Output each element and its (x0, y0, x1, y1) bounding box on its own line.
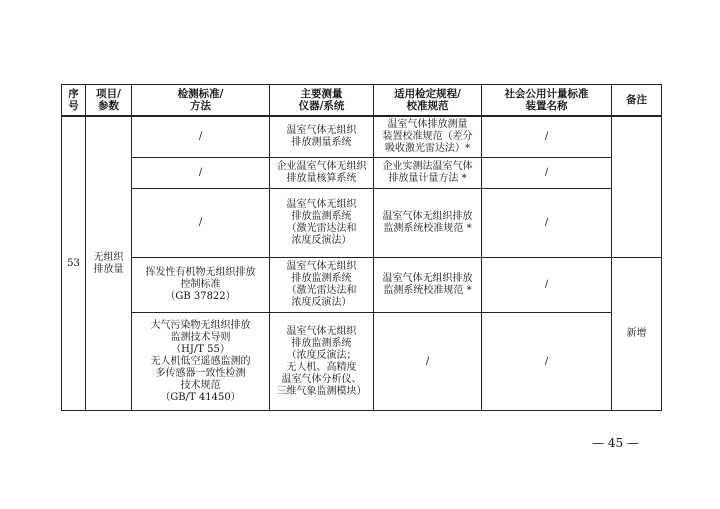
instrument-cell: 企业温室气体无组织 排放量核算系统 (270, 158, 374, 189)
standard-cell: / (132, 158, 270, 189)
regulation-cell: 企业实测法温室气体 排放量计量方法 * (374, 158, 482, 189)
standard-cell: / (132, 189, 270, 258)
header-regulation: 适用检定规程/ 校准规范 (374, 85, 482, 117)
page-number: — 45 — (592, 436, 639, 450)
table-row (62, 189, 662, 258)
social-standard-cell: / (482, 116, 612, 158)
standard-cell: 大气污染物无组织排放 监测技术导则 （HJ/T 55） 无人机低空遥感监测的 多传感器一致性检测 技术规范 （GB/T 41450） (132, 313, 270, 411)
table-row (62, 313, 662, 411)
instrument-cell: 温室气体无组织 排放测量系统 (270, 116, 374, 158)
social-standard-cell: / (482, 158, 612, 189)
remark-cell: 新增 (612, 258, 662, 411)
table-header-row (62, 85, 662, 117)
header-remark: 备注 (612, 85, 662, 117)
table-row (62, 158, 662, 189)
standard-cell: 挥发性有机物无组织排放 控制标准 （GB 37822） (132, 258, 270, 313)
table-row (62, 116, 662, 158)
social-standard-cell: / (482, 258, 612, 313)
regulation-cell: 温室气体无组织排放 监测系统校准规范 * (374, 189, 482, 258)
social-standard-cell: / (482, 189, 612, 258)
header-standard: 检测标准/ 方法 (132, 85, 270, 117)
instrument-cell: 温室气体无组织 排放监测系统 （激光雷达法和 浓度反演法） (270, 189, 374, 258)
regulation-cell: / (374, 313, 482, 411)
regulation-cell: 温室气体排放测量 装置校准规范（差分 吸收激光雷达法）* (374, 116, 482, 158)
remark-cell (612, 116, 662, 258)
standard-cell: / (132, 116, 270, 158)
table-row (62, 258, 662, 313)
header-seq: 序 号 (62, 85, 86, 117)
standards-table (61, 84, 662, 411)
header-social-standard: 社会公用计量标准 装置名称 (482, 85, 612, 117)
instrument-cell: 温室气体无组织 排放监测系统 （激光雷达法和 浓度反演法） (270, 258, 374, 313)
header-item: 项目/ 参数 (86, 85, 132, 117)
header-instrument: 主要测量 仪器/系统 (270, 85, 374, 117)
regulation-cell: 温室气体无组织排放 监测系统校准规范 * (374, 258, 482, 313)
item-cell: 无组织 排放量 (86, 116, 132, 411)
instrument-cell: 温室气体无组织 排放监测系统 （浓度反演法； 无人机、高精度 温室气体分析仪、 三维气象监测模块） (270, 313, 374, 411)
social-standard-cell: / (482, 313, 612, 411)
seq-cell: 53 (62, 116, 86, 411)
